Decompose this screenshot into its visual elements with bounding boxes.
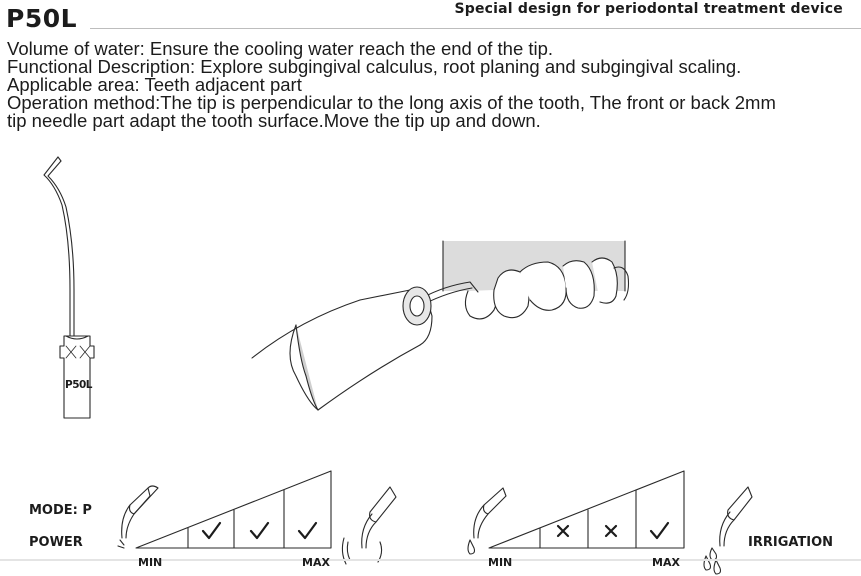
function-text: Functional Description: Explore subgingival calculus, root planing and subgingival scaling. [7, 56, 742, 77]
irrigation-cross-mark-icon [606, 526, 616, 536]
handpiece-power-max-icon [342, 487, 396, 564]
irrigation-label: IRRIGATION [748, 535, 834, 550]
handpiece-power-min-icon [118, 486, 158, 548]
tagline: Special design for periodontal treatment device [454, 1, 843, 17]
power-label: POWER [29, 535, 83, 550]
irrigation-cross-mark-icon [558, 526, 568, 536]
power-check-mark-icon [299, 523, 316, 538]
mode-label: MODE: P [29, 503, 92, 518]
irrigation-max-label: MAX [652, 556, 680, 569]
operation-method-text: Operation method:The tip is perpendicular to the long axis of the tooth, The front or back 2mm [7, 92, 776, 113]
tip-label: P50L [65, 379, 92, 391]
irrigation-min-label: MIN [488, 556, 513, 569]
power-min-label: MIN [138, 556, 163, 569]
power-max-label: MAX [302, 556, 330, 569]
irrigation-check-mark-icon [651, 523, 668, 538]
power-check-mark-icon [203, 523, 220, 538]
handpiece-teeth-illustration [252, 241, 629, 410]
applicable-area-text: Applicable area: Teeth adjacent part [7, 74, 302, 95]
operation-method-text-continued: tip needle part adapt the tooth surface.Move the tip up and down. [7, 110, 541, 131]
power-level-chart [136, 471, 331, 548]
model-title: P50L [6, 4, 78, 33]
power-check-mark-icon [251, 523, 268, 538]
water-volume-text: Volume of water: Ensure the cooling water reach the end of the tip. [7, 38, 554, 59]
